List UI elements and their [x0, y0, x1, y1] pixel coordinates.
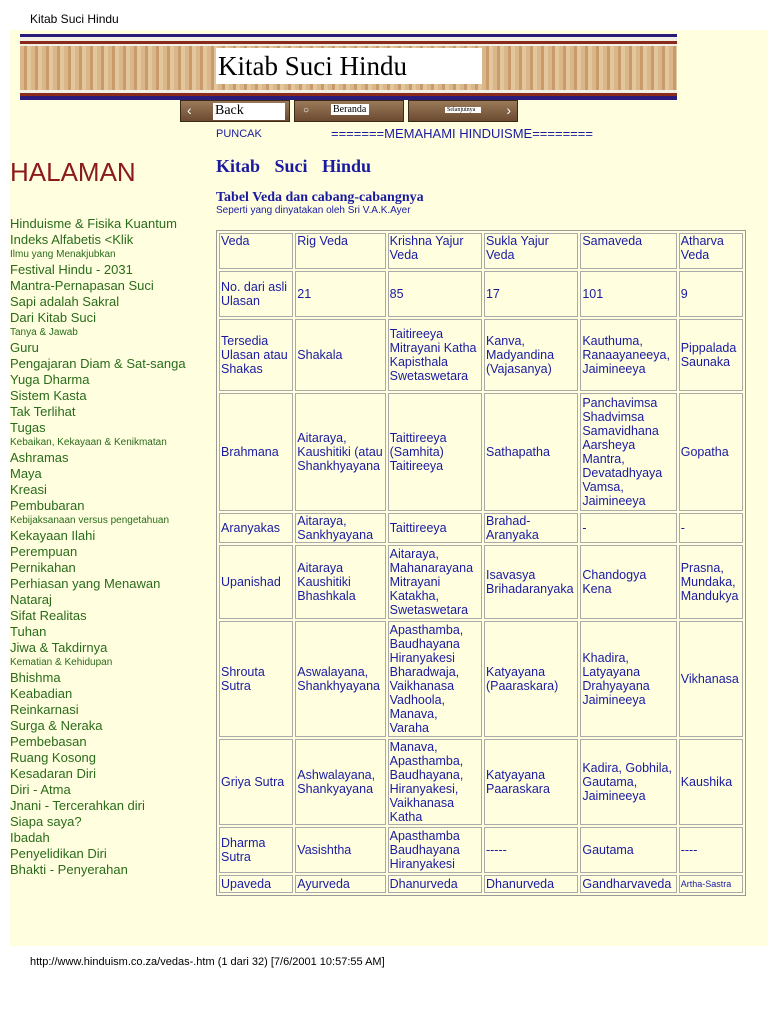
table-cell: ---- [679, 827, 743, 873]
memahami-link[interactable]: =======MEMAHAMI HINDUISME======== [331, 126, 593, 141]
table-cell: Isavasya Brihadaranyaka [484, 545, 578, 619]
table-cell: Katyayana (Paaraskara) [484, 621, 578, 737]
row-header-cell: Aranyakas [219, 513, 293, 543]
sidebar-item[interactable]: Siapa saya? [10, 814, 82, 829]
table-cell: Chandogya Kena [580, 545, 676, 619]
table-cell: Ashwalayana, Shankyayana [295, 739, 385, 825]
sidebar-item[interactable]: Kekayaan Ilahi [10, 528, 96, 543]
sidebar-item[interactable]: Ilmu yang Menakjubkan [10, 249, 116, 260]
table-title: Tabel Veda dan cabang-cabangnya [216, 190, 424, 205]
table-cell: Katyayana Paaraskara [484, 739, 578, 825]
sidebar-item[interactable]: Indeks Alfabetis <Klik [10, 232, 134, 247]
table-cell: Aitaraya Kaushitiki Bhashkala [295, 545, 385, 619]
table-cell: Sukla Yajur Veda [484, 233, 578, 269]
banner-title: Kitab Suci Hindu [216, 48, 482, 84]
table-cell: Gandharvaveda [580, 875, 676, 893]
table-cell: - [580, 513, 676, 543]
home-button[interactable] [294, 100, 404, 122]
sidebar-item[interactable]: Festival Hindu - 2031 [10, 262, 133, 277]
sidebar-item[interactable]: Bhakti - Penyerahan [10, 862, 128, 877]
table-cell: Vikhanasa [679, 621, 743, 737]
main-heading: Kitab Suci Hindu [216, 156, 372, 176]
table-cell: Apasthamba, Baudhayana Hiranyakesi Bharadwaja, Vaikhanasa Vadhoola, Manava, Varaha [388, 621, 482, 737]
table-row [219, 513, 743, 543]
table-cell: Pippalada Saunaka [679, 319, 743, 391]
document-title: Kitab Suci Hindu [30, 12, 119, 26]
sidebar-item[interactable]: Diri - Atma [10, 782, 71, 797]
table-cell: Atharva Veda [679, 233, 743, 269]
table-cell: Rig Veda [295, 233, 385, 269]
row-header-cell: No. dari asli Ulasan [219, 271, 293, 317]
sidebar-item[interactable]: Kebijaksanaan versus pengetahuan [10, 515, 170, 526]
table-cell: Samaveda [580, 233, 676, 269]
table-cell: 17 [484, 271, 578, 317]
back-label: Back [213, 103, 285, 120]
table-cell: Krishna Yajur Veda [388, 233, 482, 269]
table-subtitle: Seperti yang dinyatakan oleh Sri V.A.K.Ayer [216, 205, 411, 216]
sidebar-item[interactable]: Kebaikan, Kekayaan & Kenikmatan [10, 437, 167, 448]
sidebar-item[interactable]: Kematian & Kehidupan [10, 657, 113, 668]
table-cell: Aitaraya, Mahanarayana Mitrayani Katakha, Swetaswetara [388, 545, 482, 619]
sidebar-item[interactable]: Tuhan [10, 624, 47, 639]
table-cell: Kadira, Gobhila, Gautama, Jaimineeya [580, 739, 676, 825]
sidebar-item[interactable]: Sifat Realitas [10, 608, 87, 623]
row-header-cell: Tersedia Ulasan atau Shakas [219, 319, 293, 391]
table-cell: Vasishtha [295, 827, 385, 873]
back-button[interactable] [180, 100, 290, 122]
table-cell: 101 [580, 271, 676, 317]
sidebar-item[interactable]: Pembubaran [10, 498, 85, 513]
table-cell: Gautama [580, 827, 676, 873]
table-cell: Aitaraya, Kaushitiki (atau Shankhyayana [295, 393, 385, 511]
next-label: Selanjutnya [445, 107, 481, 113]
next-button[interactable] [408, 100, 518, 122]
table-cell: 85 [388, 271, 482, 317]
table-cell: - [679, 513, 743, 543]
sidebar-heading: HALAMAN [10, 157, 136, 187]
table-cell: Artha-Sastra [679, 875, 743, 893]
sidebar-item[interactable]: Sapi adalah Sakral [10, 294, 120, 309]
sidebar-item[interactable]: Tak Terlihat [10, 404, 76, 419]
table-cell: Manava, Apasthamba, Baudhayana, Hiranyakesi, Vaikhanasa Katha [388, 739, 482, 825]
table-cell: Aswalayana, Shankhyayana [295, 621, 385, 737]
sidebar-item[interactable]: Ashramas [10, 450, 69, 465]
sidebar-item[interactable]: Surga & Neraka [10, 718, 103, 733]
sidebar-item[interactable]: Tanya & Jawab [10, 327, 78, 338]
table-cell: Sathapatha [484, 393, 578, 511]
table-cell: Aitaraya, Sankhyayana [295, 513, 385, 543]
table-cell: Ayurveda [295, 875, 385, 893]
banner [20, 34, 677, 100]
table-cell: Apasthamba Baudhayana Hiranyakesi [388, 827, 482, 873]
table-row [219, 271, 743, 317]
table-cell: Kanva, Madyandina (Vajasanya) [484, 319, 578, 391]
table-row [219, 545, 743, 619]
table-cell: Taittireeya [388, 513, 482, 543]
sidebar-item[interactable]: Kesadaran Diri [10, 766, 96, 781]
sidebar-item[interactable]: Tugas [10, 420, 46, 435]
sidebar-item[interactable]: Ibadah [10, 830, 50, 845]
row-header-cell: Upaveda [219, 875, 293, 893]
sidebar-item[interactable]: Mantra-Pernapasan Suci [10, 278, 154, 293]
table-cell: Brahad-Aranyaka [484, 513, 578, 543]
table-row [219, 827, 743, 873]
home-icon: ○ [303, 105, 310, 116]
table-row [219, 875, 743, 893]
table-cell: 9 [679, 271, 743, 317]
footer-url: http://www.hinduism.co.za/vedas-.htm (1 dari 32) [7/6/2001 10:57:55 AM] [30, 956, 385, 968]
table-cell: Prasna, Mundaka, Mandukya [679, 545, 743, 619]
table-cell: Kaushika [679, 739, 743, 825]
sidebar-item[interactable]: Maya [10, 466, 42, 481]
sidebar-item[interactable]: Reinkarnasi [10, 702, 79, 717]
row-header-cell: Brahmana [219, 393, 293, 511]
table-cell: Khadira, Latyayana Drahyayana Jaimineeya [580, 621, 676, 737]
home-label: Beranda [331, 104, 369, 115]
sidebar-item[interactable]: Pembebasan [10, 734, 87, 749]
table-cell: Dhanurveda [388, 875, 482, 893]
puncak-link[interactable]: PUNCAK [216, 128, 262, 140]
sidebar-item[interactable]: Perempuan [10, 544, 78, 559]
sidebar-item[interactable]: Penyelidikan Diri [10, 846, 107, 861]
chevron-right-icon: › [506, 102, 511, 118]
table-cell: Taittireeya (Samhita) Taitireeya [388, 393, 482, 511]
sidebar-item[interactable]: Hinduisme & Fisika Kuantum [10, 216, 177, 231]
sidebar-item[interactable]: Kreasi [10, 482, 47, 497]
table-cell: Panchavimsa Shadvimsa Samavidhana Aarsheya Mantra, Devatadhyaya Vamsa, Jaimineeya [580, 393, 676, 511]
sidebar-item[interactable]: Ruang Kosong [10, 750, 97, 765]
sidebar-item[interactable]: Jnani - Tercerahkan diri [10, 798, 145, 813]
row-header-cell: Upanishad [219, 545, 293, 619]
table-cell: ----- [484, 827, 578, 873]
sidebar-item[interactable]: Bhishma [10, 670, 61, 685]
table-row [219, 233, 743, 269]
sidebar-nav [10, 216, 210, 878]
table-row [219, 393, 743, 511]
row-header-cell: Griya Sutra [219, 739, 293, 825]
chevron-left-icon: ‹ [187, 102, 192, 118]
sidebar-item[interactable]: Dari Kitab Suci [10, 310, 96, 325]
table-cell: 21 [295, 271, 385, 317]
sidebar-item[interactable]: Yuga Dharma [10, 372, 90, 387]
sidebar-item[interactable]: Nataraj [10, 592, 52, 607]
sidebar-item[interactable]: Guru [10, 340, 39, 355]
row-header-cell: Shrouta Sutra [219, 621, 293, 737]
sidebar-item[interactable]: Perhiasan yang Menawan [10, 576, 161, 591]
table-cell: Shakala [295, 319, 385, 391]
nav-bar [180, 100, 518, 122]
sidebar-item[interactable]: Jiwa & Takdirnya [10, 640, 108, 655]
veda-table [216, 230, 746, 896]
table-row [219, 319, 743, 391]
sidebar-item[interactable]: Pernikahan [10, 560, 76, 575]
sidebar-item[interactable]: Pengajaran Diam & Sat-sanga [10, 356, 186, 371]
table-cell: Dhanurveda [484, 875, 578, 893]
row-header-cell: Veda [219, 233, 293, 269]
table-cell: Taitireeya Mitrayani Katha Kapisthala Swetaswetara [388, 319, 482, 391]
sidebar-item[interactable]: Sistem Kasta [10, 388, 87, 403]
sidebar-item[interactable]: Keabadian [10, 686, 73, 701]
row-header-cell: Dharma Sutra [219, 827, 293, 873]
table-row [219, 739, 743, 825]
table-cell: Kauthuma, Ranaayaneeya, Jaimineeya [580, 319, 676, 391]
table-cell: Gopatha [679, 393, 743, 511]
table-row [219, 621, 743, 737]
